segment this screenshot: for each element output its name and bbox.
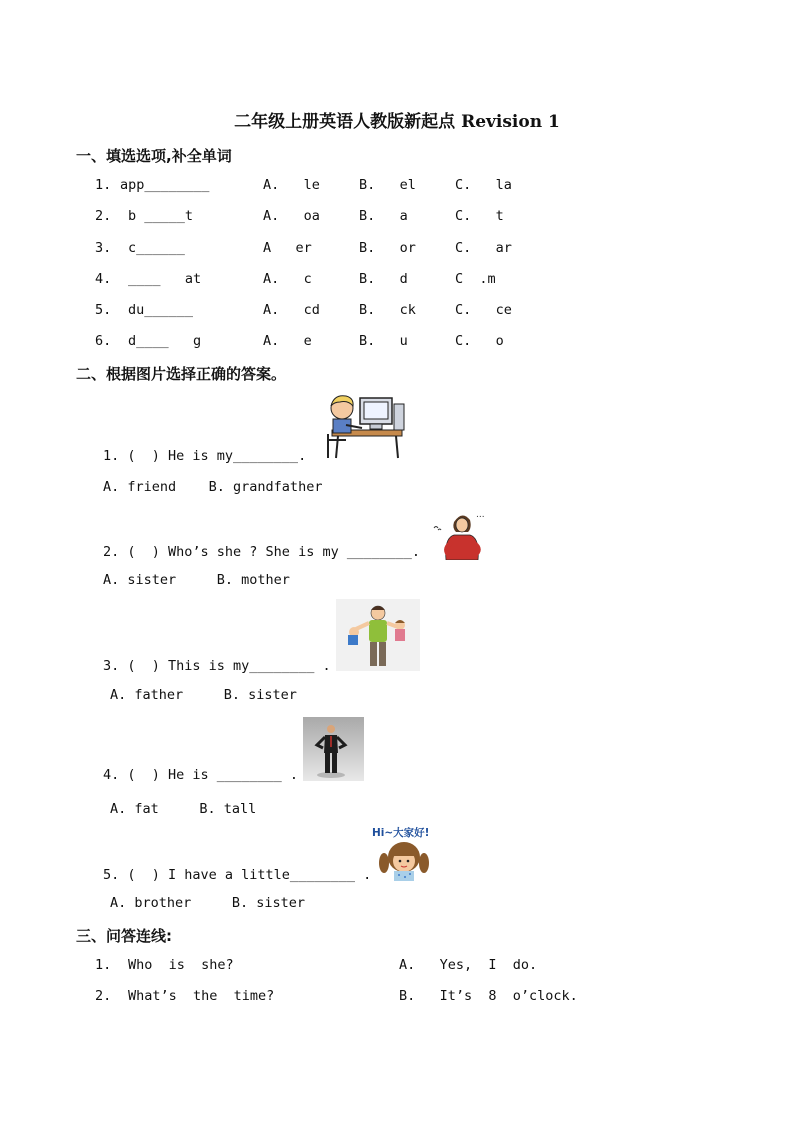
row-number: 4. (95, 271, 112, 287)
section1-heading: 一、填选选项,补全单词 (76, 147, 232, 165)
answer-options: A. father B. sister (110, 687, 297, 703)
question-text: 2. ( ) Who’s she ? She is my ________. (103, 544, 420, 560)
section2-heading: 二、根据图片选择正确的答案。 (76, 365, 287, 383)
row-number: 1. (95, 177, 112, 193)
word-blank: d____ g (128, 333, 202, 349)
option-c: C. ce (455, 302, 512, 318)
answer-text: B. It’s 8 o’clock. (399, 988, 578, 1004)
row-number: 3. (95, 240, 112, 256)
answer-text: A. Yes, I do. (399, 957, 538, 973)
row-number: 2. (95, 988, 112, 1004)
option-a: A. oa (263, 208, 320, 224)
father-children-photo (336, 599, 420, 671)
row-number: 1. (95, 957, 112, 973)
word-blank: c______ (128, 240, 185, 256)
option-b: B. el (359, 177, 416, 193)
option-c: C. la (455, 177, 512, 193)
word-blank: app________ (120, 177, 210, 193)
question-text: 3. ( ) This is my________ . (103, 658, 331, 674)
answer-options: A. brother B. sister (110, 895, 306, 911)
girl-hi-illustration (372, 825, 438, 881)
option-b: B. d (359, 271, 408, 287)
option-c: C .m (455, 271, 496, 287)
option-a: A. le (263, 177, 320, 193)
row-number: 5. (95, 302, 112, 318)
answer-options: A. sister B. mother (103, 572, 290, 588)
option-a: A. cd (263, 302, 320, 318)
option-c: C. ar (455, 240, 512, 256)
option-a: A. c (263, 271, 312, 287)
section3-heading: 三、问答连线: (76, 927, 172, 945)
option-c: C. o (455, 333, 504, 349)
question-text: 5. ( ) I have a little________ . (103, 867, 372, 883)
row-number: 2. (95, 208, 112, 224)
answer-options: A. fat B. tall (110, 801, 257, 817)
option-b: B. u (359, 333, 408, 349)
row-number: 6. (95, 333, 112, 349)
option-a: A er (263, 240, 312, 256)
svg-text:...: ... (476, 510, 485, 520)
word-blank: ____ at (128, 271, 202, 287)
answer-options: A. friend B. grandfather (103, 479, 323, 495)
question-text: 1. ( ) He is my________. (103, 448, 307, 464)
boy-computer-illustration (322, 392, 408, 462)
page-title: 二年级上册英语人教版新起点 Revision 1 (234, 112, 560, 132)
tall-man-photo (303, 717, 364, 781)
option-b: B. a (359, 208, 408, 224)
option-b: B. or (359, 240, 416, 256)
option-c: C. t (455, 208, 504, 224)
word-blank: b _____t (128, 208, 194, 224)
woman-illustration (432, 508, 494, 560)
question-text: 4. ( ) He is ________ . (103, 767, 299, 783)
question-text: Who is she? (128, 957, 234, 973)
option-a: A. e (263, 333, 312, 349)
question-text: What’s the time? (128, 988, 275, 1004)
word-blank: du______ (128, 302, 194, 318)
option-b: B. ck (359, 302, 416, 318)
image-caption: Hi~大家好! (372, 827, 430, 839)
